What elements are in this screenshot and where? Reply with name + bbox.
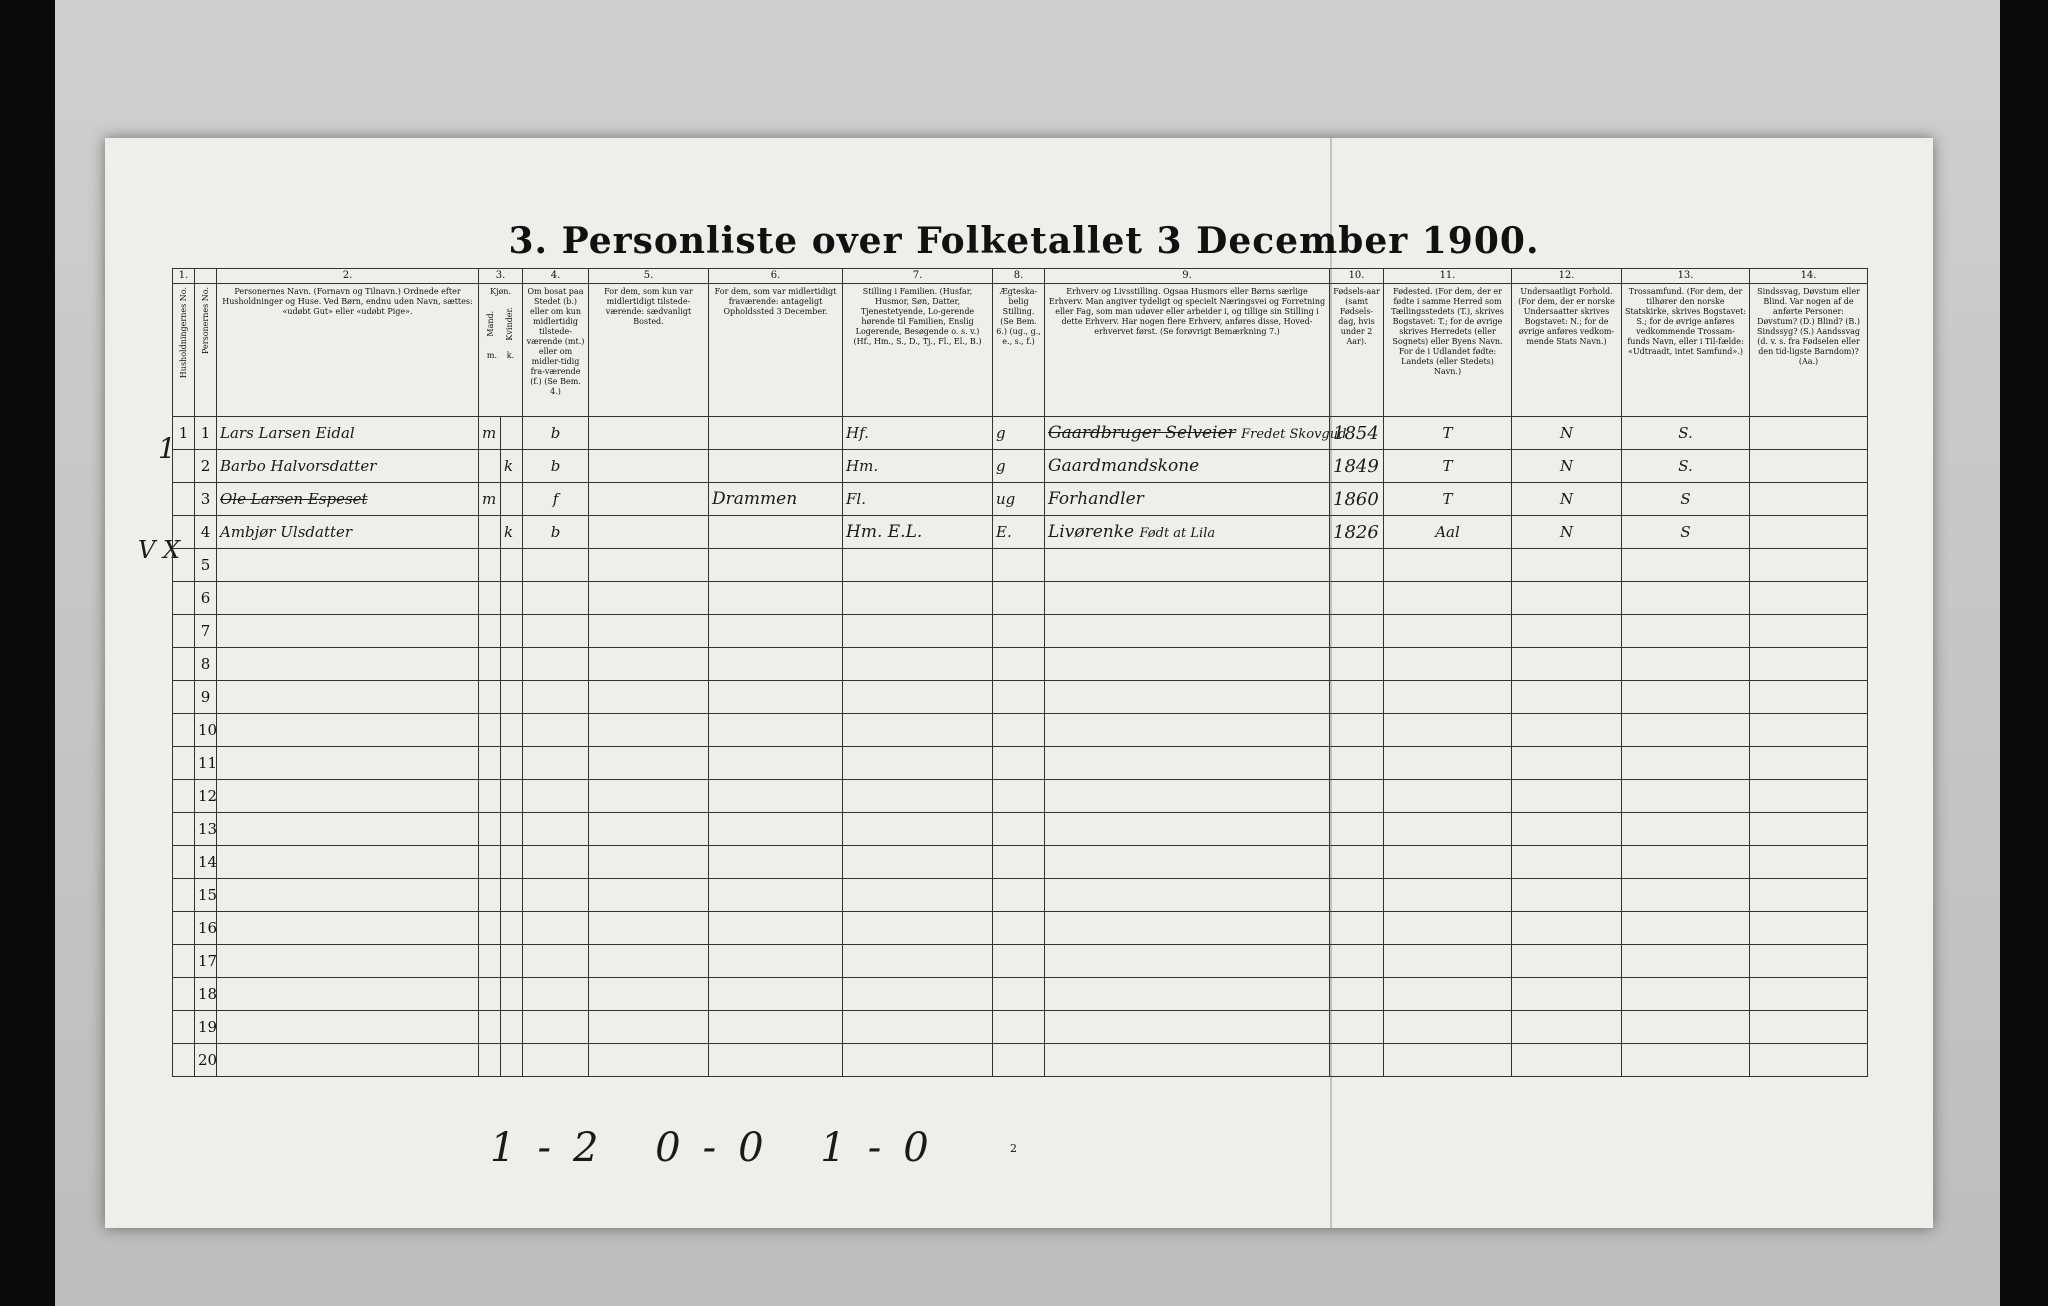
sex-female [501,483,523,516]
table-row [173,483,1868,516]
temporary-location [709,417,843,450]
religion: S. [1622,417,1750,450]
bottom-tally: 1-2 0-0 1-0 [490,1125,951,1171]
person-name: Ole Larsen Espeset [217,483,479,516]
check-margin-mark: V X [138,536,181,564]
header-household-no: Husholdningernes No. [173,284,195,417]
header-sex: Kjøn. Mand. Kvinder. m. k. [479,284,523,417]
colnum: 7. [843,269,993,284]
table-row [173,945,1868,978]
person-no: 18 [195,978,217,1011]
person-no: 14 [195,846,217,879]
marital-status: E. [993,516,1045,549]
table-row [173,714,1868,747]
table-row [173,912,1868,945]
table-row [173,417,1868,450]
citizenship: N [1512,417,1622,450]
colnum: 6. [709,269,843,284]
religion: S. [1622,450,1750,483]
disability [1750,483,1868,516]
table-row [173,582,1868,615]
birth-year: 1860 [1330,483,1384,516]
column-header-row [173,284,1868,417]
header-birthplace: Fødested. (For dem, der er fødte i samme Herred som Tællingsstedets (T.), skrives Bogstavet: T.; for de øvrige skrives Herredets (eller Sognets) eller Byens Navn. For de i Udlandet fødte: Landets (eller Stedets) Navn.) [1384,284,1512,417]
page-number: 2 [1010,1142,1017,1155]
person-no: 16 [195,912,217,945]
household-margin-mark: 1 [158,432,176,465]
header-female: Kvinder. [504,307,514,341]
person-no: 17 [195,945,217,978]
sex-male [479,450,501,483]
column-number-row [173,269,1868,284]
citizenship: N [1512,450,1622,483]
header-religion: Trossamfund. (For dem, der tilhører den norske Statskirke, skrives Bogstavet: S.; for de øvrige anføres vedkommende Trossam-funds Navn, eller i Til-fælde: «Udtraadt, intet Samfund».) [1622,284,1750,417]
table-row [173,846,1868,879]
person-no: 12 [195,780,217,813]
header-disability: Sindssvag, Døvstum eller Blind. Var nogen af de anførte Personer: Døvstum? (D.) Blind? (B.) Sindssyg? (S.) Aandssvag (d. v. s. fra Fødselen eller den tid-ligste Barndom)? (Aa.) [1750,284,1868,417]
person-no: 5 [195,549,217,582]
header-marital-status: Ægteska-belig Stilling. (Se Bem. 6.) (ug., g., e., s., f.) [993,284,1045,417]
colnum: 1. [173,269,195,284]
birthplace: T [1384,483,1512,516]
marital-status: g [993,450,1045,483]
table-row [173,450,1868,483]
person-no: 1 [195,417,217,450]
header-citizenship: Undersaatligt Forhold. (For dem, der er norske Undersaatter skrives Bogstavet: N.; for de øvrige anføres vedkom-mende Stats Navn.) [1512,284,1622,417]
colnum: 11. [1384,269,1512,284]
colnum: 9. [1045,269,1330,284]
colnum: 10. [1330,269,1384,284]
household-no [173,483,195,516]
birth-year: 1826 [1330,516,1384,549]
colnum: 2. [217,269,479,284]
temporary-location: Drammen [709,483,843,516]
household-no [173,450,195,483]
citizenship: N [1512,483,1622,516]
table-row [173,516,1868,549]
temporary-location [709,516,843,549]
colnum: 3. [479,269,523,284]
table-row [173,549,1868,582]
usual-residence [589,417,709,450]
sex-male: m [479,483,501,516]
person-no: 19 [195,1011,217,1044]
sex-male [479,516,501,549]
table-row [173,879,1868,912]
table-row [173,780,1868,813]
header-person-no: Personernes No. [195,284,217,417]
header-residence-status: Om bosat paa Stedet (b.) eller om kun midlertidig tilstede-værende (mt.) eller om midler-tidig fra-værende (f.) (Se Bem. 4.) [523,284,589,417]
page-title: 3. Personliste over Folketallet 3 December 1900. [508,220,1540,262]
person-no: 7 [195,615,217,648]
occupation: Livørenke Født at Lila [1045,516,1330,549]
residence-status: b [523,417,589,450]
table-row [173,1011,1868,1044]
birthplace: Aal [1384,516,1512,549]
family-position: Hm. [843,450,993,483]
usual-residence [589,516,709,549]
family-position: Hm. E.L. [843,516,993,549]
person-name: Lars Larsen Eidal [217,417,479,450]
colnum: 5. [589,269,709,284]
occupation: Forhandler [1045,483,1330,516]
person-no: 9 [195,681,217,714]
occupation: Gaardmandskone [1045,450,1330,483]
residence-status: f [523,483,589,516]
birth-year: 1854 [1330,417,1384,450]
disability [1750,450,1868,483]
header-name: Personernes Navn. (Fornavn og Tilnavn.) Ordnede efter Husholdninger og Huse. Ved Børn, endnu uden Navn, sættes: «udøbt Gut» eller «udøbt Pige». [217,284,479,417]
header-temporary-location: For dem, som var midlertidigt fraværende: antageligt Opholdssted 3 December. [709,284,843,417]
colnum: 8. [993,269,1045,284]
usual-residence [589,483,709,516]
citizenship: N [1512,516,1622,549]
person-no: 10 [195,714,217,747]
colnum: 4. [523,269,589,284]
sex-female: k [501,450,523,483]
table-row [173,615,1868,648]
person-no: 20 [195,1044,217,1077]
religion: S [1622,516,1750,549]
person-no: 8 [195,648,217,681]
person-no: 3 [195,483,217,516]
household-no [173,516,195,549]
colnum: 12. [1512,269,1622,284]
colnum: 13. [1622,269,1750,284]
sex-female: k [501,516,523,549]
birthplace: T [1384,417,1512,450]
person-name: Ambjør Ulsdatter [217,516,479,549]
person-no: 2 [195,450,217,483]
marital-status: ug [993,483,1045,516]
usual-residence [589,450,709,483]
temporary-location [709,450,843,483]
colnum: 14. [1750,269,1868,284]
table-row [173,648,1868,681]
family-position: Fl. [843,483,993,516]
household-no: 1 [173,417,195,450]
marital-status: g [993,417,1045,450]
person-no: 6 [195,582,217,615]
disability [1750,516,1868,549]
sex-male: m [479,417,501,450]
header-occupation: Erhverv og Livsstilling. Ogsaa Husmors eller Børns særlige Erhverv. Man angiver tydeligt og specielt Næringsvei og Forretning eller Fag, som man udøver eller arbeider i, og tillige sin Stilling i dette Erhverv. Har nogen flere Erhverv, anføres disse, Hoved-erhvervet først. (Se forøvrigt Bemærkning 7.) [1045,284,1330,417]
header-family-position: Stilling i Familien. (Husfar, Husmor, Søn, Datter, Tjenestetyende, Lo-gerende hørende til Familien, Enslig Logerende, Besøgende o. s. v.) (Hf., Hm., S., D., Tj., Fl., El., B.) [843,284,993,417]
header-male: Mand. [486,310,496,337]
occupation: Gaardbruger Selveier Fredet Skovgud [1045,417,1330,450]
sex-female [501,417,523,450]
family-position: Hf. [843,417,993,450]
birth-year: 1849 [1330,450,1384,483]
header-birth-year: Fødsels-aar (samt Fødsels-dag, hvis under 2 Aar). [1330,284,1384,417]
table-row [173,813,1868,846]
person-no: 15 [195,879,217,912]
residence-status: b [523,450,589,483]
person-no: 11 [195,747,217,780]
table-row [173,681,1868,714]
birthplace: T [1384,450,1512,483]
table-row [173,978,1868,1011]
table-row [173,1044,1868,1077]
header-usual-residence: For dem, som kun var midlertidigt tilstede-værende: sædvanligt Bosted. [589,284,709,417]
residence-status: b [523,516,589,549]
religion: S [1622,483,1750,516]
census-table [172,268,1868,1077]
person-no: 13 [195,813,217,846]
person-name: Barbo Halvorsdatter [217,450,479,483]
person-no: 4 [195,516,217,549]
table-row [173,747,1868,780]
disability [1750,417,1868,450]
